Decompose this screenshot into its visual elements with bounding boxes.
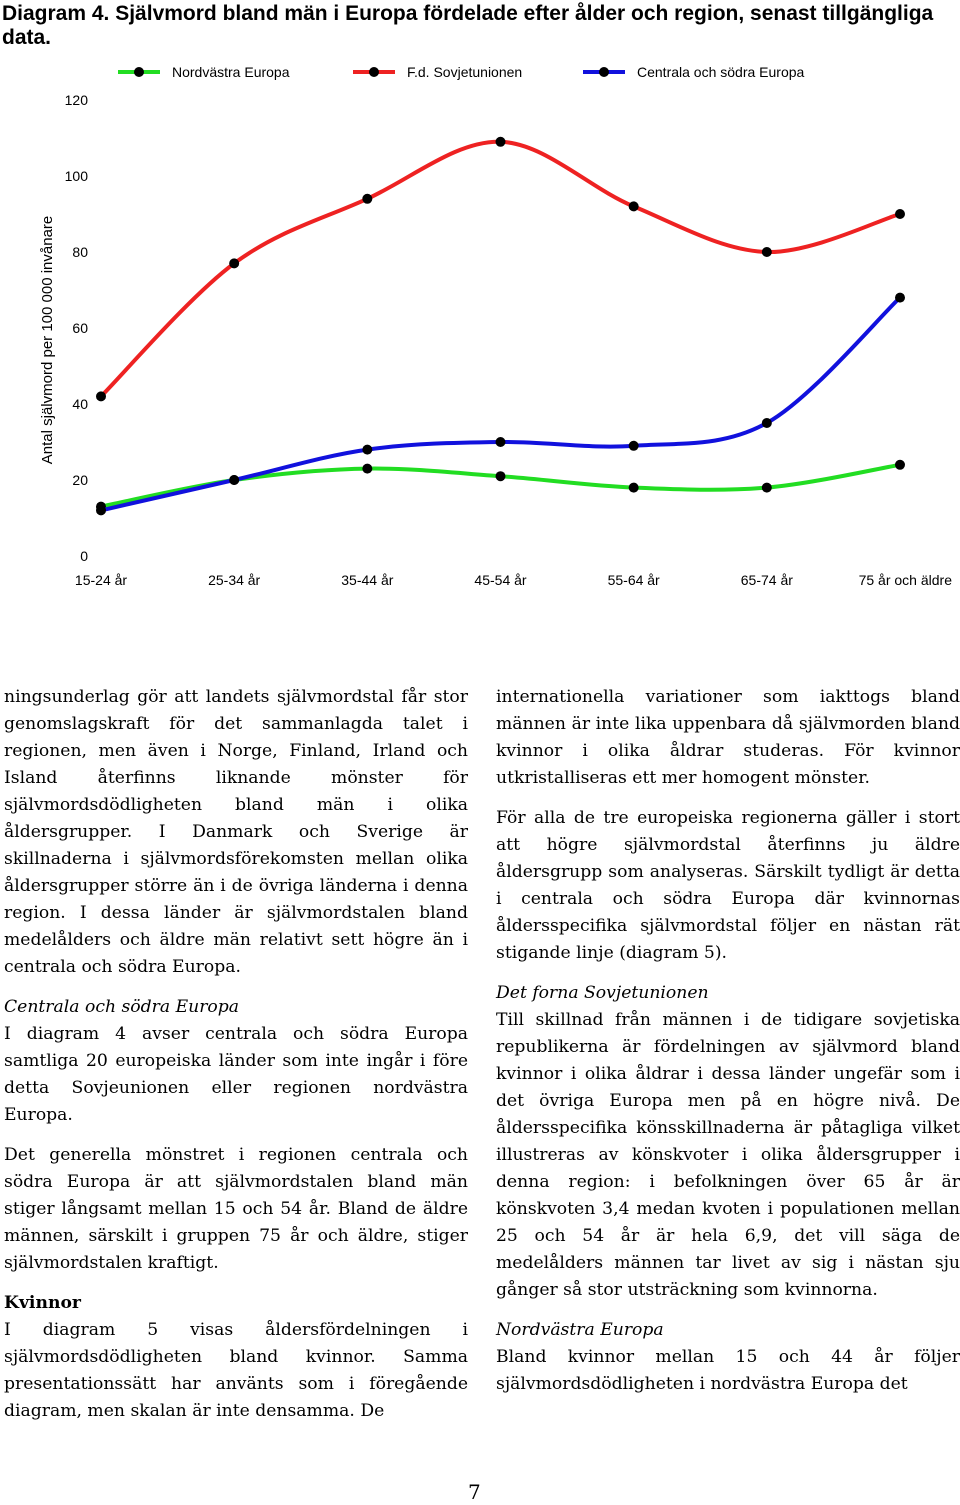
y-tick-label: 100 xyxy=(64,168,88,184)
paragraph: ningsunderlag gör att landets självmordstal får stor genomslagskraft för det sammanlagda talet i regionen, men även i Norge, Finland, Irland och Island återfinns liknande mönster för självmordsdödligheten bland män i olika åldersgrupper. I Danmark och Sverige är skillnaderna i självmordsförekomsten mellan olika åldersgrupper större än i de övriga länderna i denna region. I dessa länder är självmordstalen bland medelålders och äldre män relativt sett högre än i centrala och södra Europa. xyxy=(4,687,468,977)
data-point xyxy=(762,418,772,428)
y-tick-label: 20 xyxy=(72,472,88,488)
legend-label: Centrala och södra Europa xyxy=(637,64,805,80)
data-point xyxy=(496,471,506,481)
data-point xyxy=(96,505,106,515)
legend-marker xyxy=(134,67,144,77)
section-heading-kvinnor: Kvinnor xyxy=(4,1293,81,1313)
data-point xyxy=(229,258,239,268)
x-tick-label: 75 år och äldre xyxy=(858,572,952,588)
y-axis-label: Antal självmord per 100 000 invånare xyxy=(39,215,56,465)
data-point xyxy=(629,483,639,493)
data-point xyxy=(895,209,905,219)
y-tick-label: 60 xyxy=(72,320,88,336)
y-tick-label: 80 xyxy=(72,244,88,260)
series-line xyxy=(101,465,900,507)
legend-marker xyxy=(599,67,609,77)
data-point xyxy=(629,441,639,451)
x-tick-label: 25-34 år xyxy=(208,572,261,588)
left-column xyxy=(4,684,468,1438)
x-tick-label: 45-54 år xyxy=(474,572,527,588)
diagram-title: Diagram 4. Självmord bland män i Europa fördelade efter ålder och region, senast tillgängliga data. xyxy=(2,2,934,49)
y-tick-label: 120 xyxy=(64,92,88,108)
legend-label: F.d. Sovjetunionen xyxy=(407,64,523,80)
section-heading-central: Centrala och södra Europa xyxy=(4,997,240,1017)
x-tick-label: 65-74 år xyxy=(740,572,793,588)
data-point xyxy=(762,247,772,257)
page-number: 7 xyxy=(468,1480,481,1504)
line-chart xyxy=(0,50,960,610)
paragraph: I diagram 4 avser centrala och södra Europa samtliga 20 europeiska länder som inte ingår i före detta Sovjeunionen eller regionen nordvästra Europa. xyxy=(4,1024,468,1125)
paragraph: Till skillnad från männen i de tidigare sovjetiska republikerna är fördelningen av självmord bland kvinnor i olika åldrar i dessa länder ungefär som i det övriga Europa men på en högre nivå. De åldersspecifika könsskillnaderna är påtagliga vilket illustreras av könskvoter i olika åldersgrupper i denna region: i befolkningen över 65 år är könskvoten 3,4 medan kvoten i populationen mellan 25 och 54 år är hela 6,9, det vill säga de medelålders männen tar livet av sig i nästan sju gånger så stor utsträckning som kvinnorna. xyxy=(496,1010,960,1300)
right-column xyxy=(496,684,960,1411)
data-point xyxy=(229,475,239,485)
paragraph: Det generella mönstret i regionen centrala och södra Europa är att självmordstalen bland män stiger långsamt mellan 15 och 54 år. Bland de äldre männen, särskilt i gruppen 75 år och äldre, stiger självmordstalen kraftigt. xyxy=(4,1145,468,1273)
y-tick-label: 0 xyxy=(80,548,88,564)
paragraph: internationella variationer som iakttogs bland männen är inte lika uppenbara då självmorden bland kvinnor i olika åldrar studeras. För kvinnor utkristalliseras ett mer homogent mönster. xyxy=(496,687,960,788)
paragraph: För alla de tre europeiska regionerna gäller i stort att högre självmordstal återfinns ju äldre åldersgrupp som analyseras. Särskilt tydligt är detta i centrala och södra Europa där kvinnornas åldersspecifika självmordstal följer en nästan rät stigande linje (diagram 5). xyxy=(496,808,960,963)
paragraph: I diagram 5 visas åldersfördelningen i självmordsdödligheten bland kvinnor. Samma presentationssätt har använts som i föregående diagram, men skalan är inte densamma. De xyxy=(4,1320,468,1421)
data-point xyxy=(96,391,106,401)
legend-label: Nordvästra Europa xyxy=(172,64,290,80)
data-point xyxy=(496,437,506,447)
x-tick-label: 15-24 år xyxy=(74,572,128,588)
data-point xyxy=(629,201,639,211)
data-point xyxy=(762,483,772,493)
data-point xyxy=(496,137,506,147)
data-point xyxy=(362,445,372,455)
paragraph: Bland kvinnor mellan 15 och 44 år följer självmordsdödligheten i nordvästra Europa det xyxy=(496,1347,960,1394)
section-heading-sovjet: Det forna Sovjetunionen xyxy=(496,983,709,1003)
data-point xyxy=(895,460,905,470)
y-tick-label: 40 xyxy=(72,396,88,412)
series-line xyxy=(101,142,900,397)
x-tick-label: 35-44 år xyxy=(341,572,394,588)
legend-marker xyxy=(369,67,379,77)
data-point xyxy=(362,464,372,474)
data-point xyxy=(895,293,905,303)
data-point xyxy=(362,194,372,204)
section-heading-nordvast: Nordvästra Europa xyxy=(496,1320,664,1340)
x-tick-label: 55-64 år xyxy=(607,572,660,588)
